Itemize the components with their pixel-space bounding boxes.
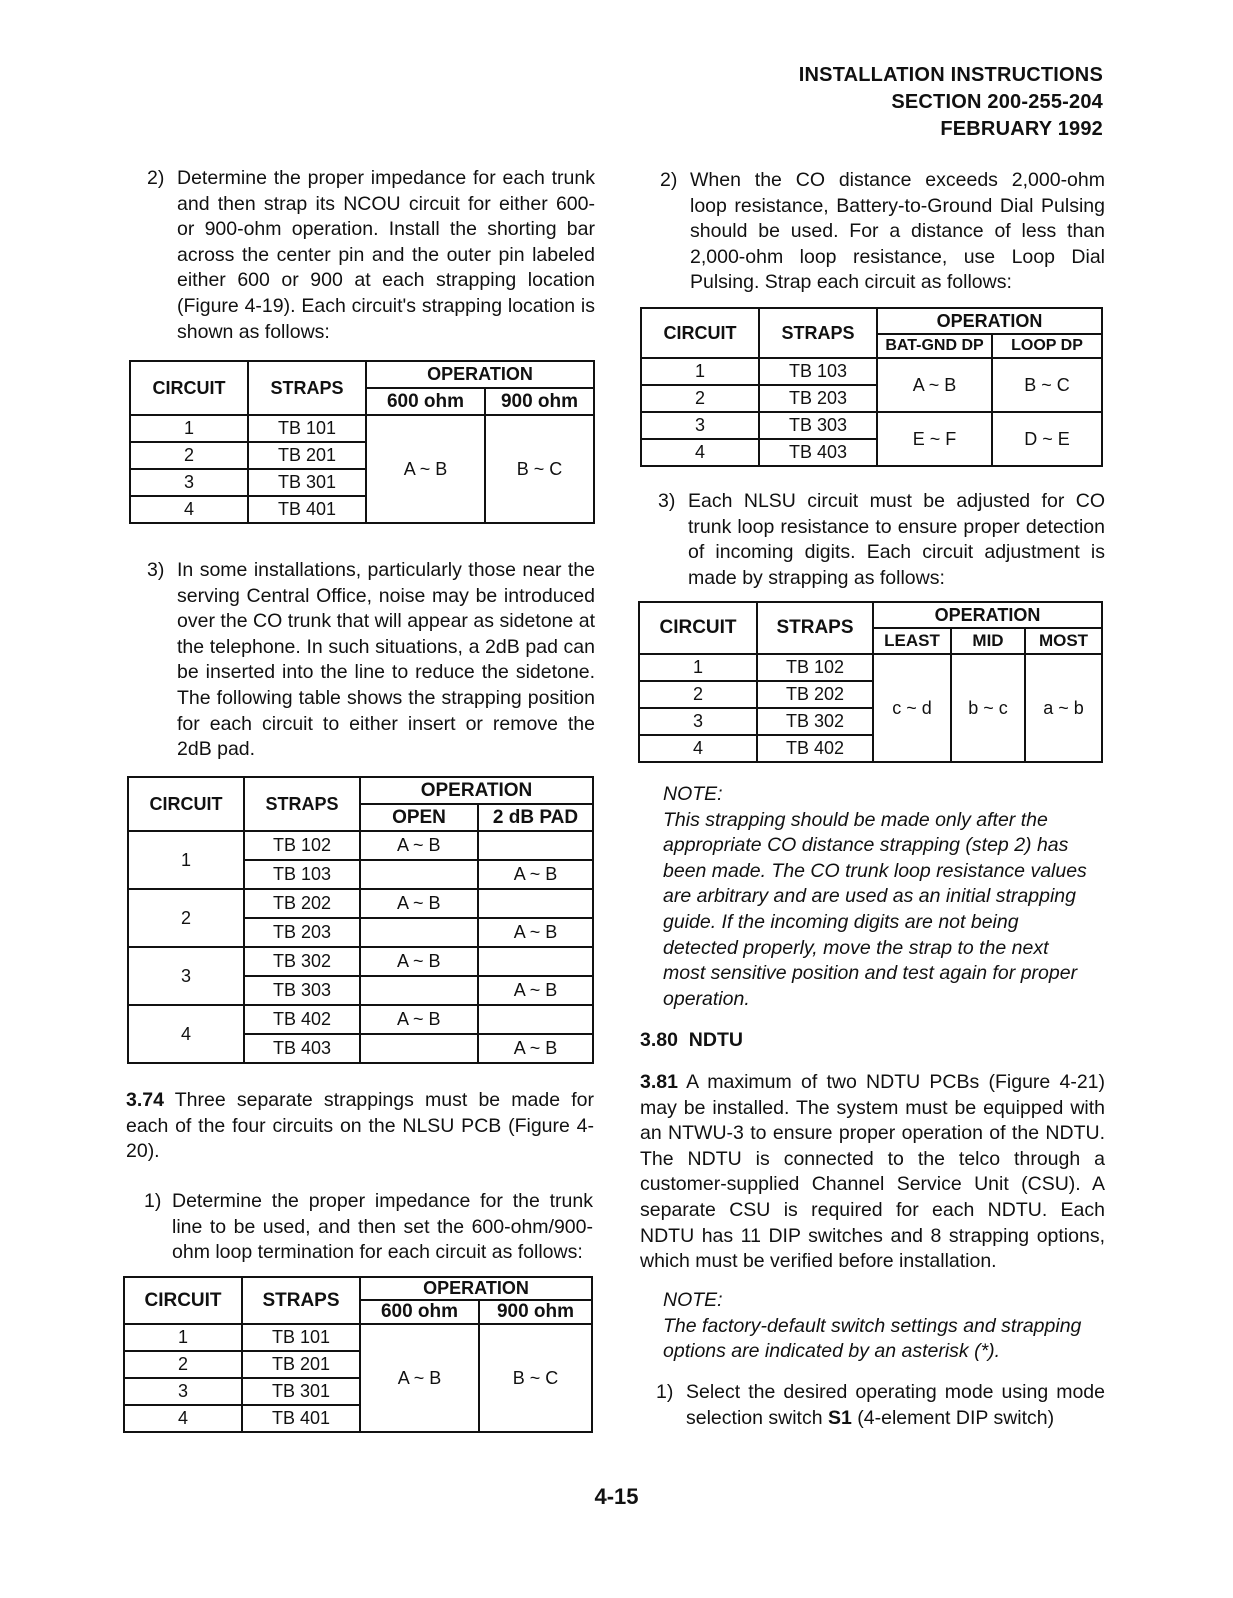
cell-circuit: 2: [124, 1351, 242, 1378]
cell-circuit: 4: [128, 1005, 244, 1063]
left-step-3: [147, 558, 595, 763]
nlsu-impedance-table: [123, 1276, 593, 1433]
cell-circuit: 1: [641, 358, 759, 385]
cell-pad: A ~ B: [478, 1034, 593, 1063]
cell-strap: TB 402: [244, 1005, 360, 1034]
cell-circuit: 1: [124, 1324, 242, 1351]
col-header-loop-dp: LOOP DP: [992, 334, 1102, 358]
paragraph-3-81: [640, 1070, 1105, 1275]
section-number: 3.80: [640, 1029, 678, 1051]
cell-strap: TB 201: [248, 442, 366, 469]
col-header-open: OPEN: [360, 804, 478, 831]
cell-strap: TB 302: [244, 947, 360, 976]
cell-600-value: A ~ B: [360, 1324, 479, 1432]
cell-circuit: 2: [130, 442, 248, 469]
cell-strap: TB 301: [242, 1378, 360, 1405]
cell-pad: [478, 831, 593, 860]
col-header-2db-pad: 2 dB PAD: [478, 804, 593, 831]
step-text: Determine the proper impedance for the trunk line to be used, and then set the 600-ohm/900-ohm loop termination for each circuit as follows:: [172, 1190, 593, 1264]
col-header-900-ohm: 900 ohm: [485, 388, 594, 415]
step-text-cont: (4-element DIP switch): [851, 1406, 1055, 1429]
cell-open: A ~ B: [360, 831, 478, 860]
col-header-operation: OPERATION: [360, 777, 593, 804]
cell-strap: TB 102: [244, 831, 360, 860]
step-number: 2): [660, 169, 678, 191]
cell-strap: TB 401: [242, 1405, 360, 1432]
cell-900-value: B ~ C: [479, 1324, 592, 1432]
cell-open: [360, 976, 478, 1005]
cell-loop-value: D ~ E: [992, 412, 1102, 466]
cell-strap: TB 203: [244, 918, 360, 947]
col-header-bat-gnd-dp: BAT-GND DP: [877, 334, 992, 358]
step-number: 3): [658, 490, 676, 512]
cell-pad: [478, 947, 593, 976]
left-step-2: [147, 166, 595, 345]
cell-strap: TB 203: [759, 385, 877, 412]
col-header-straps: STRAPS: [242, 1277, 360, 1324]
cell-circuit: 3: [124, 1378, 242, 1405]
cell-open: [360, 1034, 478, 1063]
cell-strap: TB 403: [759, 439, 877, 466]
cell-strap: TB 401: [248, 496, 366, 523]
col-header-straps: STRAPS: [759, 308, 877, 358]
step-number: 1): [144, 1190, 162, 1212]
cell-open: [360, 918, 478, 947]
cell-circuit: 3: [130, 469, 248, 496]
cell-strap: TB 103: [759, 358, 877, 385]
doc-header: [799, 62, 1103, 143]
cell-circuit: 3: [641, 412, 759, 439]
col-header-circuit: CIRCUIT: [124, 1277, 242, 1324]
col-header-circuit: CIRCUIT: [130, 361, 248, 415]
cell-600-value: A ~ B: [366, 415, 485, 523]
cell-strap: TB 202: [244, 889, 360, 918]
cell-pad: A ~ B: [478, 976, 593, 1005]
cell-most-value: a ~ b: [1025, 654, 1102, 762]
cell-bat-gnd-value: A ~ B: [877, 358, 992, 412]
cell-strap: TB 102: [757, 654, 873, 681]
paragraph-number: 3.74: [126, 1089, 164, 1111]
cell-strap: TB 303: [759, 412, 877, 439]
cell-strap: TB 301: [248, 469, 366, 496]
note-label: NOTE:: [663, 783, 723, 805]
right-step-2: [660, 168, 1105, 296]
note-strapping: [663, 782, 1093, 1012]
section-heading-3-80: [640, 1029, 743, 1052]
cell-circuit: 2: [128, 889, 244, 947]
cell-circuit: 4: [641, 439, 759, 466]
cell-circuit: 4: [124, 1405, 242, 1432]
note-label: NOTE:: [663, 1289, 723, 1311]
header-section: SECTION 200-255-204: [891, 91, 1103, 113]
col-header-straps: STRAPS: [248, 361, 366, 415]
col-header-operation: OPERATION: [873, 602, 1102, 628]
cell-pad: [478, 889, 593, 918]
col-header-600-ohm: 600 ohm: [360, 1300, 479, 1324]
section-title: NDTU: [688, 1029, 743, 1051]
cell-circuit: 2: [641, 385, 759, 412]
cell-strap: TB 302: [757, 708, 873, 735]
right-step-1: [656, 1380, 1105, 1431]
cell-strap: TB 202: [757, 681, 873, 708]
pad-strapping-table: [127, 776, 594, 1064]
step-text: Select the desired operating mode using mode selection switch: [686, 1381, 1105, 1429]
cell-strap: TB 403: [244, 1034, 360, 1063]
right-step-3: [658, 489, 1105, 591]
cell-strap: TB 303: [244, 976, 360, 1005]
cell-strap: TB 101: [248, 415, 366, 442]
paragraph-number: 3.81: [640, 1071, 678, 1093]
step-number: 3): [147, 559, 165, 581]
cell-circuit: 4: [130, 496, 248, 523]
cell-mid-value: b ~ c: [951, 654, 1025, 762]
col-header-operation: OPERATION: [360, 1277, 592, 1300]
cell-pad: A ~ B: [478, 860, 593, 889]
col-header-600-ohm: 600 ohm: [366, 388, 485, 415]
col-header-mid: MID: [951, 628, 1025, 654]
cell-pad: [478, 1005, 593, 1034]
loop-resistance-table: [638, 601, 1103, 763]
col-header-900-ohm: 900 ohm: [479, 1300, 592, 1324]
step-text: When the CO distance exceeds 2,000-ohm loop resistance, Battery-to-Ground Dial Pulsing should be used. For a distance of less than 2,000-ohm loop resistance, use Loop Dial Pulsing. Strap each circuit as follows:: [690, 169, 1105, 294]
cell-open: A ~ B: [360, 889, 478, 918]
col-header-least: LEAST: [873, 628, 951, 654]
cell-open: A ~ B: [360, 1005, 478, 1034]
col-header-operation: OPERATION: [366, 361, 594, 388]
step-text: In some installations, particularly those near the serving Central Office, noise may be introduced over the CO trunk that will appear as sidetone at the telephone. In such situations, a 2dB pad can be inserted into the line to reduce the sidetone. The following table shows the strapping position for each circuit to either insert or remove the 2dB pad.: [177, 559, 595, 761]
cell-strap: TB 402: [757, 735, 873, 762]
paragraph-text: A maximum of two NDTU PCBs (Figure 4-21) may be installed. The system must be equipped with an NTWU-3 to ensure proper operation of the NDTU. The NDTU is connected to the telco through a customer-supplied Channel Service Unit (CSU). A separate CSU is required for each NDTU. Each NDTU has 11 DIP switches and 8 strapping options, which must be verified before installation.: [640, 1071, 1105, 1273]
step-text: Each NLSU circuit must be adjusted for CO trunk loop resistance to ensure proper detection of incoming digits. Each circuit adjustment is made by strapping as follows:: [688, 490, 1105, 589]
col-header-circuit: CIRCUIT: [641, 308, 759, 358]
note-text: This strapping should be made only after the appropriate CO distance strapping (step 2) has been made. The CO trunk loop resistance values are arbitrary and are used as an initial strapping guide. If the incoming digits are not being detected properly, move the strap to the next most sensitive position and test again for proper operation.: [663, 808, 1087, 1010]
paragraph-text: Three separate strappings must be made for each of the four circuits on the NLSU PCB (Figure 4-20).: [126, 1089, 594, 1163]
cell-strap: TB 201: [242, 1351, 360, 1378]
note-factory-default: [663, 1288, 1093, 1365]
header-title: INSTALLATION INSTRUCTIONS: [798, 64, 1103, 86]
cell-circuit: 4: [639, 735, 757, 762]
cell-circuit: 3: [128, 947, 244, 1005]
step-number: 1): [656, 1381, 674, 1403]
col-header-circuit: CIRCUIT: [639, 602, 757, 654]
ncou-impedance-table: [129, 360, 595, 524]
cell-circuit: 1: [639, 654, 757, 681]
note-text: The factory-default switch settings and strapping options are indicated by an asterisk (*).: [663, 1314, 1082, 1363]
header-date: FEBRUARY 1992: [940, 118, 1103, 140]
cell-least-value: c ~ d: [873, 654, 951, 762]
cell-circuit: 2: [639, 681, 757, 708]
left-step-1: [144, 1189, 593, 1266]
cell-circuit: 1: [128, 831, 244, 889]
col-header-circuit: CIRCUIT: [128, 777, 244, 831]
col-header-straps: STRAPS: [757, 602, 873, 654]
cell-strap: TB 101: [242, 1324, 360, 1351]
page-number: 4-15: [594, 1484, 639, 1509]
paragraph-3-74: [126, 1088, 594, 1165]
cell-open: [360, 860, 478, 889]
cell-loop-value: B ~ C: [992, 358, 1102, 412]
cell-circuit: 1: [130, 415, 248, 442]
cell-bat-gnd-value: E ~ F: [877, 412, 992, 466]
cell-open: A ~ B: [360, 947, 478, 976]
cell-pad: A ~ B: [478, 918, 593, 947]
col-header-operation: OPERATION: [877, 308, 1102, 334]
dial-pulsing-table: [640, 307, 1103, 467]
cell-strap: TB 103: [244, 860, 360, 889]
cell-900-value: B ~ C: [485, 415, 594, 523]
switch-name: S1: [827, 1406, 852, 1429]
col-header-most: MOST: [1025, 628, 1102, 654]
col-header-straps: STRAPS: [244, 777, 360, 831]
cell-circuit: 3: [639, 708, 757, 735]
step-number: 2): [147, 167, 165, 189]
step-text: Determine the proper impedance for each trunk and then strap its NCOU circuit for either 600- or 900-ohm operation. Install the shorting bar across the center pin and the outer pin labeled either 600 or 900 at each strapping location (Figure 4-19). Each circuit's strapping location is shown as follows:: [177, 167, 595, 343]
